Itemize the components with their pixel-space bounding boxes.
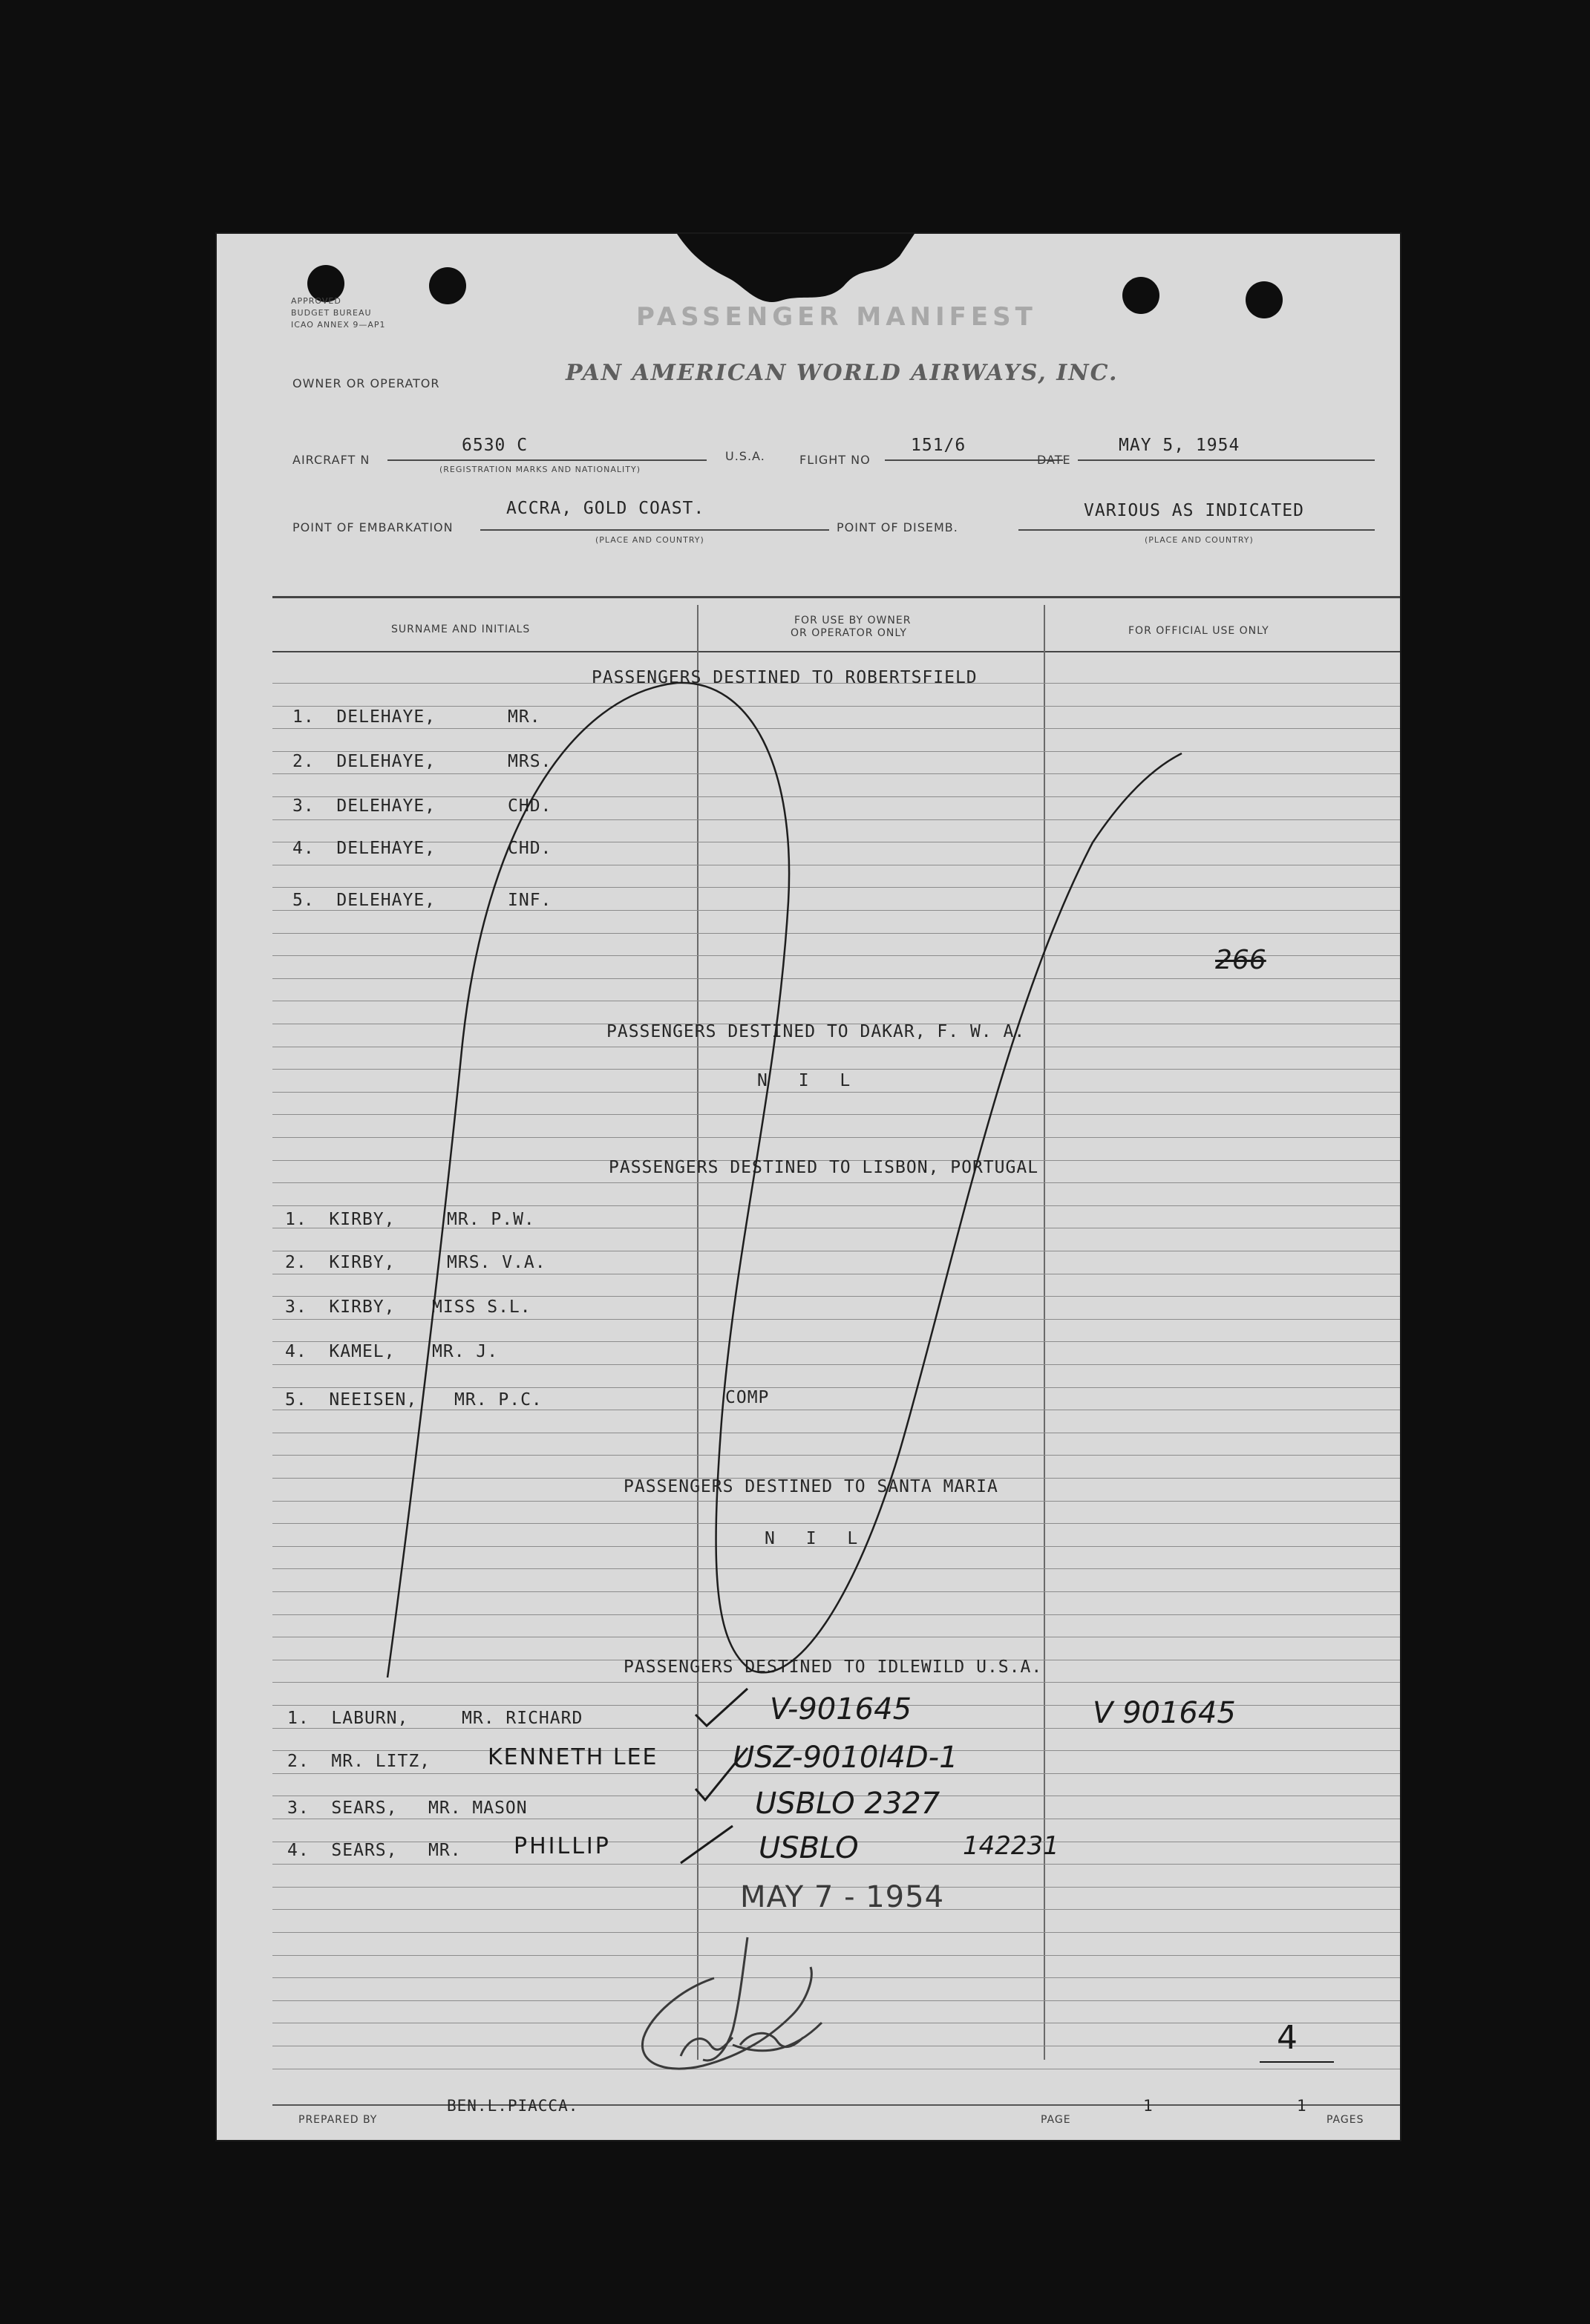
punch-hole-4 — [1246, 281, 1283, 318]
flight-value: 151/6 — [911, 436, 966, 455]
disembark-underline — [1018, 529, 1375, 531]
section-heading-robertsfield: PASSENGERS DESTINED TO ROBERTSFIELD — [592, 668, 978, 687]
ruled-line — [272, 1364, 1400, 1365]
section-heading-dakar: PASSENGERS DESTINED TO DAKAR, F. W. A. — [606, 1022, 1026, 1041]
passenger-row — [285, 1253, 396, 1272]
ruled-line — [272, 1069, 1400, 1070]
passenger-surname: MR. LITZ, — [331, 1752, 431, 1771]
ruled-line — [272, 1523, 1400, 1524]
passenger-surname: DELEHAYE, — [336, 707, 436, 727]
ruled-line — [272, 819, 1400, 820]
passenger-row — [292, 839, 436, 858]
passenger-num: 3. — [292, 796, 315, 816]
section-heading-idlewild: PASSENGERS DESTINED TO IDLEWILD U.S.A. — [624, 1657, 1043, 1677]
passenger-title: MR. MASON — [428, 1798, 528, 1818]
ruled-line — [272, 1932, 1400, 1933]
passenger-surname: KAMEL, — [329, 1342, 396, 1361]
ruled-line — [272, 1682, 1400, 1683]
passenger-title: MRS. — [508, 752, 552, 771]
aircraft-caption: (REGISTRATION MARKS AND NATIONALITY) — [439, 465, 641, 474]
nationality: U.S.A. — [725, 449, 765, 463]
passenger-title: MISS S.L. — [432, 1297, 531, 1317]
passenger-row — [292, 796, 436, 816]
ruled-line — [272, 2000, 1400, 2001]
passenger-title: CHD. — [508, 796, 552, 816]
passenger-title: MRS. V.A. — [447, 1253, 546, 1272]
passenger-surname: LABURN, — [331, 1709, 409, 1728]
approval-line-3: ICAO ANNEX 9—AP1 — [291, 320, 386, 330]
visa-number-3: USBLO 2327 — [755, 1787, 940, 1821]
ruled-line — [272, 1614, 1400, 1615]
ruled-line — [272, 1296, 1400, 1297]
ruled-line — [272, 728, 1400, 729]
passenger-num: 4. — [285, 1342, 307, 1361]
ruled-line — [272, 1114, 1400, 1115]
ruled-line — [272, 933, 1400, 934]
flight-label: FLIGHT NO — [799, 453, 871, 467]
ruled-line — [272, 1455, 1400, 1456]
passenger-num: 2. — [292, 752, 315, 771]
aircraft-underline — [387, 459, 707, 461]
checkmark-icon — [677, 1822, 736, 1867]
approval-line-1: APPROVED — [291, 296, 341, 306]
passenger-num: 2. — [285, 1253, 307, 1272]
passenger-num: 3. — [287, 1798, 310, 1818]
passenger-title: MR. J. — [432, 1342, 499, 1361]
disembark-caption: (PLACE AND COUNTRY) — [1145, 535, 1254, 545]
passenger-num: 5. — [292, 891, 315, 910]
signature-scribble — [621, 1934, 829, 2097]
passenger-title: INF. — [508, 891, 552, 910]
ruled-line — [272, 706, 1400, 707]
passenger-row — [287, 1752, 431, 1771]
passenger-title: MR. — [508, 707, 541, 727]
punch-hole-3 — [1122, 277, 1159, 314]
passenger-num: 2. — [287, 1752, 310, 1771]
disembark-label: POINT OF DISEMB. — [837, 520, 958, 534]
ruled-line — [272, 910, 1400, 911]
passenger-num: 5. — [285, 1390, 307, 1410]
passenger-row — [287, 1709, 408, 1728]
official-number: 266 — [1215, 945, 1266, 975]
ruled-line — [272, 1205, 1400, 1206]
col-header-surname: SURNAME AND INITIALS — [391, 623, 531, 635]
ruled-line — [272, 1977, 1400, 1978]
passenger-title-handwritten: KENNETH LEE — [488, 1744, 658, 1770]
passenger-row — [285, 1390, 417, 1410]
passenger-surname: DELEHAYE, — [336, 891, 436, 910]
form-title: PASSENGER MANIFEST — [636, 302, 1037, 332]
passenger-title-mr: MR. — [428, 1841, 462, 1860]
col-header-owner-2: OR OPERATOR ONLY — [791, 627, 907, 639]
aircraft-value: 6530 C — [462, 436, 529, 455]
passenger-row — [287, 1798, 398, 1818]
passenger-row — [287, 1841, 398, 1860]
ruled-line — [272, 978, 1400, 979]
passenger-title: MR. P.W. — [447, 1210, 535, 1229]
section-heading-santa-maria: PASSENGERS DESTINED TO SANTA MARIA — [624, 1477, 998, 1496]
page-label: PAGE — [1041, 2114, 1071, 2126]
passenger-row — [292, 752, 436, 771]
section-heading-lisbon: PASSENGERS DESTINED TO LISBON, PORTUGAL — [609, 1158, 1039, 1177]
aircraft-label: AIRCRAFT N — [292, 453, 370, 467]
ruled-line — [272, 1387, 1400, 1388]
ruled-line — [272, 1501, 1400, 1502]
date-value: MAY 5, 1954 — [1119, 436, 1240, 455]
passenger-surname: DELEHAYE, — [336, 839, 436, 858]
page-number: 1 — [1143, 2097, 1154, 2115]
embark-caption: (PLACE AND COUNTRY) — [595, 535, 704, 545]
passenger-num: 3. — [285, 1297, 307, 1317]
embark-value: ACCRA, GOLD COAST. — [506, 499, 705, 518]
prepared-by-value: BEN.L.PIACCA. — [447, 2097, 579, 2115]
checkmark-icon — [692, 1685, 751, 1729]
passenger-row — [285, 1297, 396, 1317]
date-label: DATE — [1037, 453, 1071, 467]
ruled-line — [272, 1319, 1400, 1320]
ruled-line — [272, 887, 1400, 888]
passenger-surname: KIRBY, — [329, 1297, 396, 1317]
passenger-surname: DELEHAYE, — [336, 752, 436, 771]
visa-number-1: V-901645 — [770, 1692, 912, 1726]
passenger-num: 4. — [292, 839, 315, 858]
ruled-line — [272, 773, 1400, 774]
passenger-num: 4. — [287, 1841, 310, 1860]
passenger-surname: KIRBY, — [329, 1253, 396, 1272]
passenger-surname: DELEHAYE, — [336, 796, 436, 816]
total-pages: 1 — [1297, 2097, 1307, 2115]
visa-number-4-extra: 142231 — [963, 1831, 1059, 1861]
passenger-firstname-handwritten: PHILLIP — [514, 1833, 611, 1859]
ruled-line — [272, 1092, 1400, 1093]
passenger-row — [292, 891, 436, 910]
ruled-line — [272, 1591, 1400, 1592]
operator-name: PAN AMERICAN WORLD AIRWAYS, INC. — [566, 360, 1119, 386]
received-date-stamp: MAY 7 - 1954 — [740, 1880, 945, 1914]
passenger-title: CHD. — [508, 839, 552, 858]
passenger-surname: KIRBY, — [329, 1210, 396, 1229]
ruled-line — [272, 796, 1400, 797]
ruled-line — [272, 1182, 1400, 1183]
ruled-line — [272, 1955, 1400, 1956]
passenger-surname: SEARS, — [331, 1798, 398, 1818]
passenger-row — [285, 1342, 396, 1361]
approval-line-2: BUDGET BUREAU — [291, 308, 372, 318]
flight-underline — [885, 459, 1063, 461]
passenger-title: MR. RICHARD — [462, 1709, 583, 1728]
passenger-num: 1. — [292, 707, 315, 727]
disembark-value: VARIOUS AS INDICATED — [1084, 501, 1304, 520]
nil-entry: N I L — [765, 1529, 868, 1548]
col-header-official: FOR OFFICIAL USE ONLY — [1128, 625, 1269, 637]
page-count-underline — [1260, 2061, 1334, 2063]
visa-number-official-1: V 901645 — [1093, 1696, 1236, 1730]
passenger-surname: SEARS, — [331, 1841, 398, 1860]
passenger-num: 1. — [287, 1709, 310, 1728]
col-header-owner-1: FOR USE BY OWNER — [794, 615, 912, 626]
ruled-line — [272, 751, 1400, 752]
visa-number-2: USZ-9010l4D-1 — [733, 1741, 958, 1775]
owner-label: OWNER OR OPERATOR — [292, 376, 440, 390]
passenger-note: COMP — [725, 1388, 770, 1407]
page-count-annotation: 4 — [1277, 2019, 1298, 2057]
header-bottom-rule — [272, 651, 1400, 652]
header-top-rule — [272, 596, 1400, 598]
checkmark-icon — [692, 1744, 751, 1804]
embark-underline — [480, 529, 829, 531]
pages-label: PAGES — [1326, 2114, 1364, 2126]
footer-rule — [272, 2104, 1400, 2106]
manifest-sheet — [217, 234, 1400, 2140]
date-underline — [1078, 459, 1375, 461]
punch-hole-2 — [429, 267, 466, 304]
prepared-by-label: PREPARED BY — [298, 2114, 378, 2126]
visa-number-4: USBLO — [759, 1831, 859, 1865]
passenger-row — [285, 1210, 396, 1229]
embark-label: POINT OF EMBARKATION — [292, 520, 454, 534]
ruled-line — [272, 1568, 1400, 1569]
passenger-title: MR. P.C. — [454, 1390, 543, 1410]
passenger-surname: NEEISEN, — [329, 1390, 418, 1410]
nil-entry: N I L — [757, 1071, 861, 1090]
passenger-row — [292, 707, 436, 727]
passenger-num: 1. — [285, 1210, 307, 1229]
ruled-line — [272, 1137, 1400, 1138]
